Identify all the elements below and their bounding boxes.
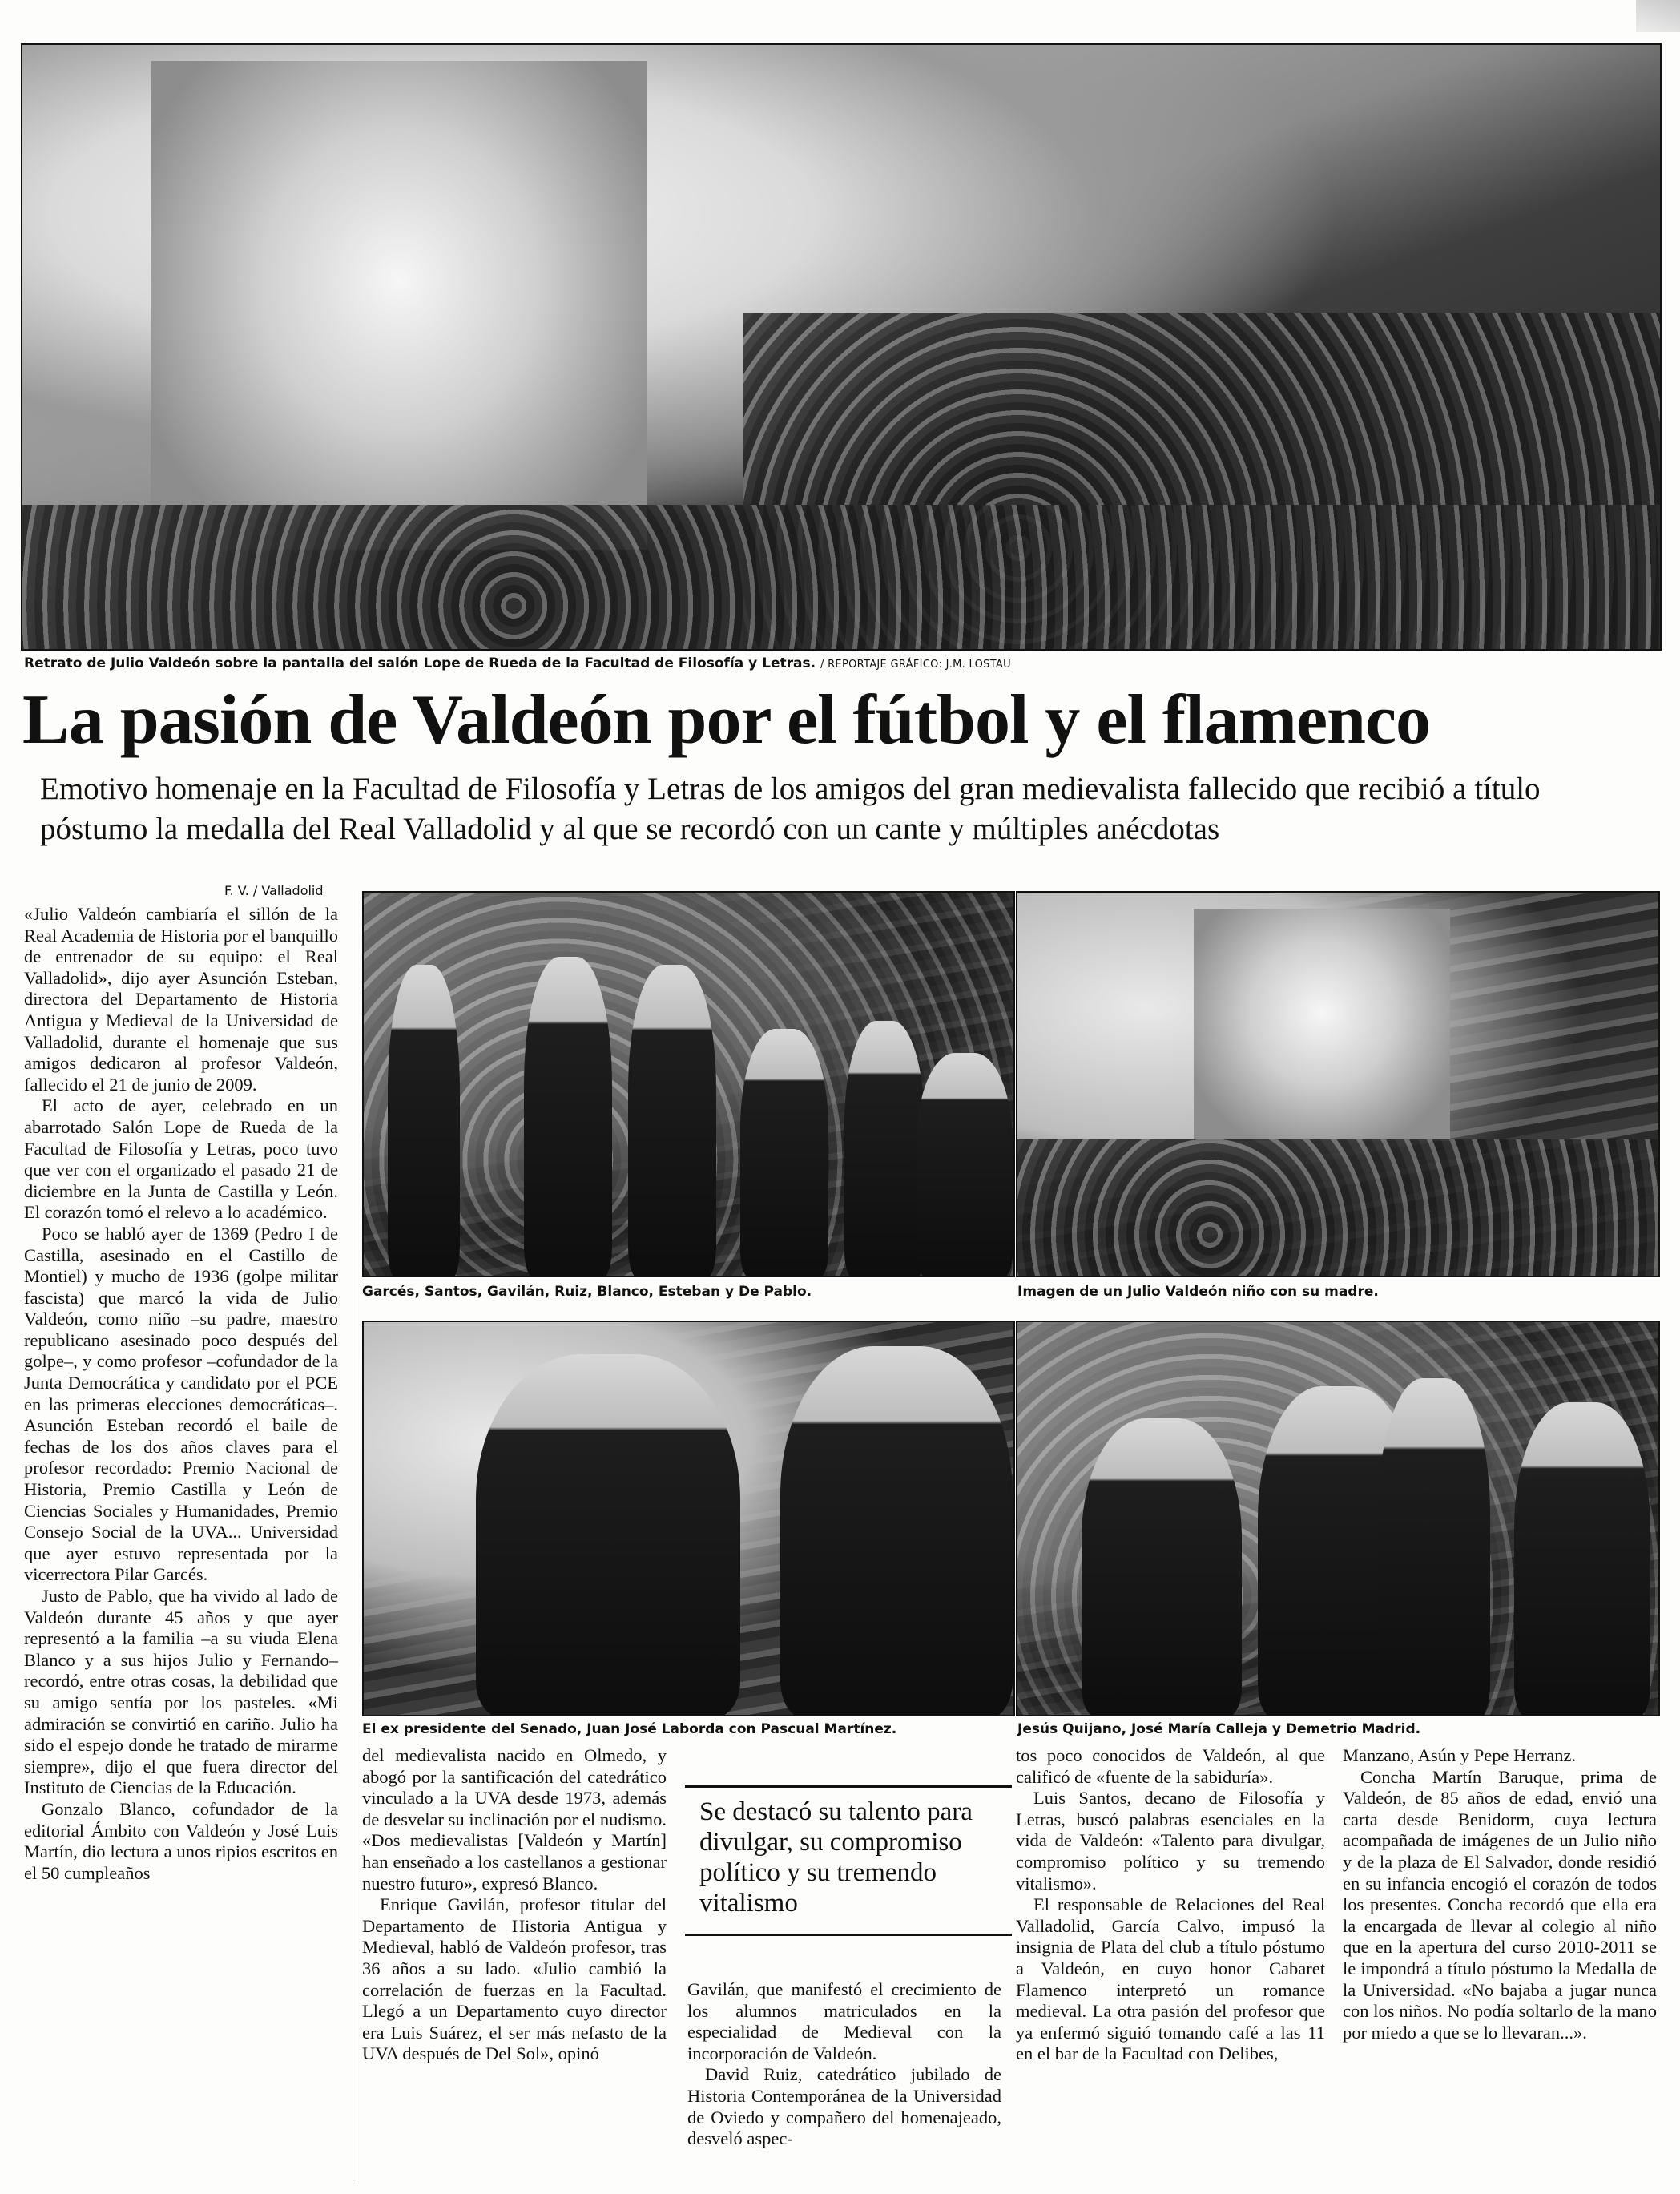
paragraph: tos poco conocidos de Valdeón, al que calificó de «fuente de la sabiduría». (1016, 1745, 1325, 1787)
person (917, 1053, 1013, 1277)
person (388, 965, 460, 1277)
paragraph: El acto de ayer, celebrado en un abarrotado Salón Lope de Rueda de la Facultad de Filosofía y Letras, poco tuvo que ver con el organizado el pasado 21 de diciembre en la Junta de Castilla y León. El corazón tomó el relevo a lo académico. (24, 1095, 338, 1223)
person (1378, 1378, 1490, 1716)
main-photo-caption-text: Retrato de Julio Valdeón sobre la pantalla del salón Lope de Rueda de la Facultad de Filosofía y Letras. (24, 655, 816, 672)
audience (1017, 1139, 1658, 1276)
paragraph: del medievalista nacido en Olmedo, y abogó por la santificación del catedrático vinculado a la UVA desde 1973, además de desvelar su inclinación por el nudismo. «Dos medievalistas [Valdeón y Martín] han enseñado a los castellanos a gestionar nuestro futuro», expresó Blanco. (362, 1745, 667, 1894)
main-photo-caption (24, 655, 1011, 672)
main-photo-auditorium (21, 43, 1662, 651)
pull-quote: Se destacó su talento para divulgar, su compromiso político y su tremendo vitalismo (685, 1785, 1012, 1936)
body-column-3 (687, 1979, 1001, 2150)
body-column-5 (1343, 1745, 1657, 2043)
paragraph: «Julio Valdeón cambiaría el sillón de la Real Academia de Historia por el banquillo de entrenador de su equipo: el Real Valladolid», dijo ayer Asunción Esteban, directora del Departamento de Historia Antigua y Medieval de la Universidad de Valladolid, durante el homenaje que sus amigos dedicaron al profesor Valdeón, fallecido el 21 de junio de 2009. (24, 904, 338, 1095)
photo-stage-screen (1016, 891, 1660, 1277)
person (1082, 1418, 1242, 1716)
person (524, 957, 612, 1277)
paragraph: Manzano, Asún y Pepe Herranz. (1343, 1745, 1577, 1765)
audience-front (22, 505, 1660, 649)
byline: F. V. / Valladolid (224, 883, 324, 898)
paragraph: El responsable de Relaciones del Real Valladolid, García Calvo, impusó la insignia de Plata del club a título póstumo a Valdeón, en cuyo honor Cabaret Flamenco interpretó un romance medieval. La otra pasión del profesor que ya enfermó siguió tomando café a las 11 en el bar de la Facultad con Delibes, (1016, 1894, 1325, 2064)
projected-mother-child-photo (1194, 909, 1450, 1141)
paragraph: Concha Martín Baruque, prima de Valdeón, de 85 años de edad, envió una carta desde Benidorm, cuya lectura acompañada de imágenes de un Julio niño y de la plaza de El Salvador, donde residió en su infancia encogió el corazón de todos los presentes. Concha recordó que ella era la encargada de llevar al colegio al niño que en la apertura del curso 2010-2011 se le impondrá a título póstumo la Medalla de la Universidad. «No bajaba a jugar nunca con los niños. No podía soltarlo de la mano por miedo a que se lo llevaran...». (1343, 1766, 1657, 2043)
person (780, 1346, 1013, 1716)
photo-group-walking (362, 891, 1015, 1277)
photo-credit: / REPORTAJE GRÁFICO: J.M. LOSTAU (820, 659, 1011, 671)
paragraph: Gonzalo Blanco, cofundador de la editorial Ámbito con Valdeón y José Luis Martín, dio lectura a unos ripios escritos en el 50 cumpleaños (24, 1798, 338, 1883)
person (1514, 1402, 1650, 1716)
photo-caption-3: El ex presidente del Senado, Juan José Laborda con Pascual Martínez. (362, 1721, 897, 1737)
body-column-1 (24, 904, 338, 1884)
photo-caption-2: Imagen de un Julio Valdeón niño con su madre. (1017, 1284, 1379, 1300)
photo-caption-4: Jesús Quijano, José María Calleja y Demetrio Madrid. (1017, 1721, 1421, 1737)
person (476, 1354, 740, 1716)
subhead: Emotivo homenaje en la Facultad de Filosofía y Letras de los amigos del gran medievalista fallecido que recibió a título póstumo la medalla del Real Valladolid y al que se recordó con un cante y múltiples anécdotas (40, 772, 1541, 846)
paragraph: Gavilán, que manifestó el crecimiento de los alumnos matriculados en la especialidad de Medieval con la incorporación de Valdeón. (687, 1979, 1001, 2063)
body-column-4 (1016, 1745, 1325, 2065)
photo-caption-1: Garcés, Santos, Gavilán, Ruiz, Blanco, Esteban y De Pablo. (362, 1284, 812, 1300)
headline: La pasión de Valdeón por el fútbol y el flamenco (22, 681, 1431, 759)
paragraph: Poco se habló ayer de 1369 (Pedro I de Castilla, asesinado en el Castillo de Montiel) y mucho de 1936 (golpe militar fascista) que marcó la vida de Julio Valdeón, como niño –su padre, maestro republicano asesinado poco después del golpe–, y como profesor –cofundador de la Junta Democrática y candidato por el PCE en las primeras elecciones democráticas–. Asunción Esteban recordó el baile de fechas de los dos años claves para el profesor recordado: Premio Nacional de Historia, Premio Castilla y León de Ciencias Sociales y Humanidades, Premio Consejo Social de la UVA... Universidad que ayer estuvo representada por la vicerrectora Pilar Garcés. (24, 1223, 338, 1585)
body-column-2 (362, 1745, 667, 2065)
page-corner-shadow (1636, 0, 1680, 32)
photo-quijano-calleja-madrid (1016, 1321, 1660, 1716)
projected-portrait-screen (151, 61, 647, 550)
paragraph: Luis Santos, decano de Filosofía y Letras, buscó palabras esenciales en la vida de Valdeón: «Talento para divulgar, compromiso político y su tremendo vitalismo». (1016, 1788, 1325, 1894)
person (740, 1029, 828, 1277)
paragraph: David Ruiz, catedrático jubilado de Historia Contemporánea de la Universidad de Oviedo y compañero del homenajeado, desveló aspec- (687, 2064, 1001, 2149)
paragraph: Enrique Gavilán, profesor titular del Departamento de Historia Antigua y Medieval, habló de Valdeón profesor, tras 36 años a su lado. «Julio cambió la correlación de fuerzas en la Facultad. Llegó a un Departamento cuyo director era Luis Suárez, el ser más nefasto de la UVA después de Del Sol», opinó (362, 1894, 667, 2064)
paragraph: Justo de Pablo, que ha vivido al lado de Valdeón durante 45 años y que ayer representó a la familia –a su viuda Elena Blanco y a sus hijos Julio y Fernando– recordó, entre otras cosas, la debilidad que su amigo sentía por los pasteles. «Mi admiración se convirtió en cariño. Julio ha sido el espejo donde he tratado de mirarme siempre», dijo el que fuera director del Instituto de Ciencias de la Educación. (24, 1586, 338, 1798)
person (628, 965, 716, 1277)
person (844, 1021, 925, 1277)
photo-laborda-martinez (362, 1321, 1015, 1716)
